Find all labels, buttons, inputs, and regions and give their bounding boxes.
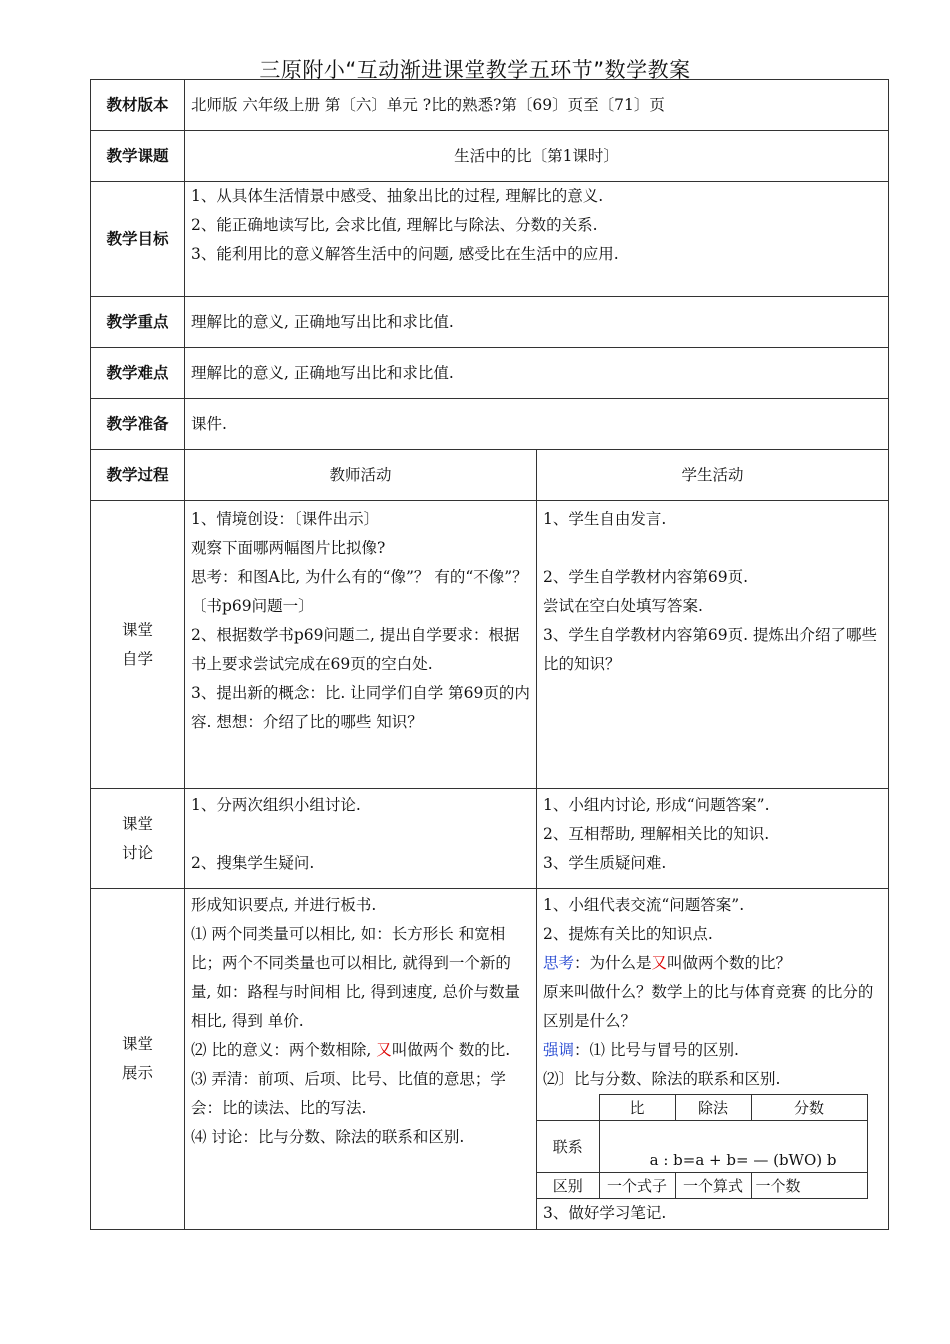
self-study-student: [537, 501, 889, 789]
comparison-corner: [537, 1095, 599, 1121]
teacher-line: 2、根据数学书p69问题二, 提出自学要求：根据书上要求尝试完成在69页的空白处.: [191, 626, 520, 673]
section-discussion-label: 课堂 讨论: [91, 789, 185, 889]
student-line: 2、互相帮助, 理解相关比的知识.: [543, 825, 770, 843]
comparison-relation-row: [537, 1121, 867, 1173]
row-prep: [91, 399, 889, 450]
teacher-line: 3、提出新的概念：比. 让同学们自学 第69页的内容. 想想：介绍了比的哪些 知识？: [191, 684, 530, 731]
student-line: [543, 534, 882, 563]
student-line: 思考：为什么是又叫做两个数的比？: [543, 954, 792, 972]
label-prep: 教学准备: [91, 399, 185, 450]
comparison-difference-row: [537, 1173, 867, 1199]
student-line: 3、学生质疑问难.: [543, 854, 667, 872]
teacher-line: ⑴ 两个同类量可以相比, 如：长方形长 和宽相比；两个不同类量也可以相比, 就得到一个新的量, 如：路程与时间相 比, 得到速度, 总价与数量相比, 得到 单价.: [191, 925, 520, 1030]
section-self-study-label: 课堂 自学: [91, 501, 185, 789]
row-goals: [91, 182, 889, 297]
student-line: 1、小组内讨论, 形成“问题答案”.: [543, 796, 770, 814]
teacher-line: ⑷ 讨论：比与分数、除法的联系和区别.: [191, 1128, 465, 1146]
student-line: 1、学生自由发言.: [543, 510, 667, 528]
teacher-line: 思考：和图A比, 为什么有的“像”？ 有的“不像”？〔书p69问题一〕: [191, 568, 528, 615]
student-line: 尝试在空白处填写答案.: [543, 597, 703, 615]
value-edition: 北师版 六年级上册 第〔六〕单元 ?比的熟悉?第〔69〕页至〔71〕页: [185, 80, 889, 131]
row-edition: [91, 80, 889, 131]
student-line: 2、学生自学教材内容第69页.: [543, 568, 749, 586]
student-activity-header: 学生活动: [537, 450, 889, 501]
relation-formula: a : b=a + b= — (bWO) b: [599, 1121, 867, 1173]
goal-line: 3、能利用比的意义解答生活中的问题, 感受比在生活中的应用.: [191, 245, 619, 263]
teacher-line: 1、情境创设：〔课件出示〕: [191, 510, 380, 528]
comparison-header-row: [537, 1095, 867, 1121]
discussion-student: [537, 789, 889, 889]
goal-line: 2、能正确地读写比, 会求比值, 理解比与除法、分数的关系.: [191, 216, 598, 234]
comparison-table: [537, 1094, 868, 1199]
value-key: 理解比的意义, 正确地写出比和求比值.: [185, 297, 889, 348]
display-teacher: [185, 889, 537, 1230]
teacher-line: [191, 820, 530, 849]
display-student: [537, 889, 889, 1230]
comparison-header: 除法: [675, 1095, 751, 1121]
student-line: 3、学生自学教材内容第69页. 提炼出介绍了哪些比的知识？: [543, 626, 877, 673]
label-topic: 教学课题: [91, 131, 185, 182]
comparison-header: 比: [599, 1095, 675, 1121]
section-display-label: 课堂 展示: [91, 889, 185, 1230]
teacher-line: 观察下面哪两幅图片比拟像?: [191, 539, 386, 557]
discussion-teacher: [185, 789, 537, 889]
difference-cell: 一个数: [751, 1173, 867, 1199]
value-topic: 生活中的比〔第1课时〕: [185, 131, 889, 182]
label-key: 教学重点: [91, 297, 185, 348]
value-prep: 课件.: [185, 399, 889, 450]
label-edition: 教材版本: [91, 80, 185, 131]
row-discussion: [91, 789, 889, 889]
student-line: ⑵〕比与分数、除法的联系和区别.: [543, 1070, 781, 1088]
student-line: 1、小组代表交流“问题答案”.: [543, 896, 745, 914]
label-difficulty: 教学难点: [91, 348, 185, 399]
comparison-header: 分数: [751, 1095, 867, 1121]
student-line: 强调：⑴ 比号与冒号的区别.: [543, 1041, 739, 1059]
relation-label: 联系: [537, 1121, 599, 1173]
label-process: 教学过程: [91, 450, 185, 501]
student-line: 原来叫做什么？数学上的比与体育竞赛 的比分的区别是什么？: [543, 983, 874, 1030]
difference-label: 区别: [537, 1173, 599, 1199]
teacher-line: ⑵ 比的意义：两个数相除, 又叫做两个 数的比.: [191, 1041, 511, 1059]
value-difficulty: 理解比的意义, 正确地写出比和求比值.: [185, 348, 889, 399]
row-process: [91, 450, 889, 501]
row-topic: [91, 131, 889, 182]
row-display: [91, 889, 889, 1230]
goal-line: 1、从具体生活情景中感受、抽象出比的过程, 理解比的意义.: [191, 187, 604, 205]
document-title: 三原附小“互动渐进课堂教学五环节”数学教案: [259, 58, 691, 82]
student-line: 2、提炼有关比的知识点.: [543, 925, 713, 943]
self-study-teacher: [185, 501, 537, 789]
teacher-line: 2、搜集学生疑问.: [191, 854, 315, 872]
teacher-line: 形成知识要点, 并进行板书.: [191, 896, 377, 914]
value-goals: [185, 182, 889, 297]
teacher-line: ⑶ 弄清：前项、后项、比号、比值的意思；学会：比的读法、比的写法.: [191, 1070, 506, 1117]
row-key: [91, 297, 889, 348]
label-goals: 教学目标: [91, 182, 185, 297]
lesson-plan-table: [90, 79, 889, 1230]
teacher-line: 1、分两次组织小组讨论.: [191, 796, 361, 814]
row-self-study: [91, 501, 889, 789]
difference-cell: 一个式子: [599, 1173, 675, 1199]
difference-cell: 一个算式: [675, 1173, 751, 1199]
row-difficulty: [91, 348, 889, 399]
student-line: 3、做好学习笔记.: [543, 1204, 667, 1222]
teacher-activity-header: 教师活动: [185, 450, 537, 501]
